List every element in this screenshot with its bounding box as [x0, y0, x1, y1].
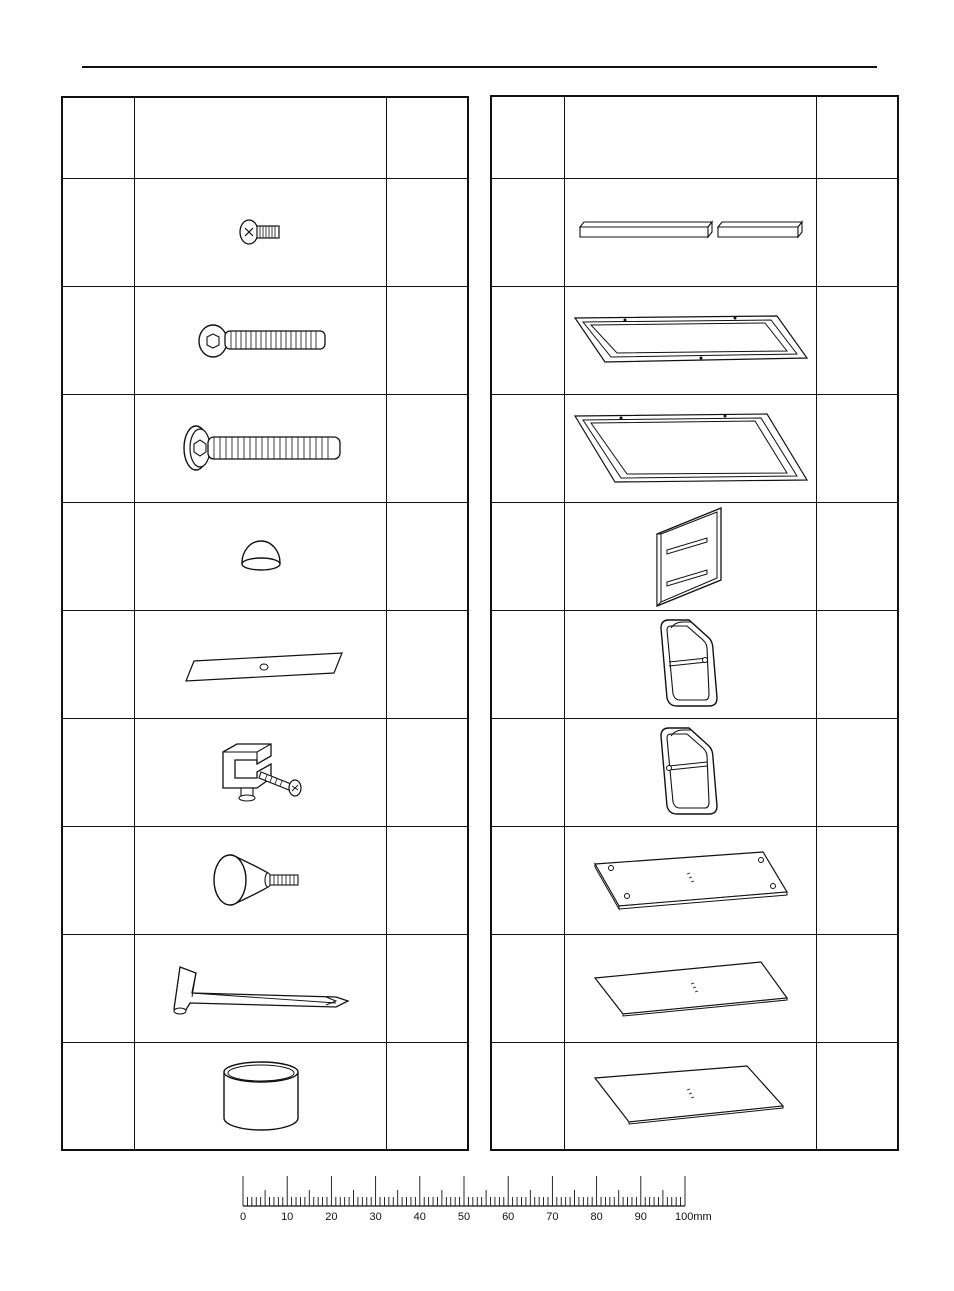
row-qty	[817, 178, 899, 286]
row-key	[492, 394, 564, 502]
row-qty	[817, 610, 899, 718]
ruler-label: 50	[457, 1211, 471, 1223]
row-key	[492, 286, 564, 394]
middle-glass-shelf-icon	[591, 956, 791, 1020]
row-image	[135, 1042, 386, 1149]
row-image	[135, 826, 386, 934]
row-key	[63, 1042, 134, 1149]
table-row	[492, 286, 897, 395]
knob-bolt-icon	[206, 845, 316, 915]
ruler-ticks	[243, 1176, 685, 1206]
measurement-ruler	[230, 1170, 730, 1230]
row-image	[565, 826, 816, 934]
row-qty	[387, 394, 469, 502]
row-image	[565, 394, 816, 502]
table-row	[492, 178, 897, 287]
row-key	[63, 610, 134, 718]
row-qty	[817, 286, 899, 394]
ruler-label: 40	[413, 1211, 426, 1223]
ruler-label: 90	[634, 1211, 647, 1223]
table-header-row	[63, 98, 467, 179]
table-header-row	[492, 97, 897, 179]
row-image	[565, 610, 816, 718]
table-row	[492, 394, 897, 503]
row-qty	[387, 610, 469, 718]
table-row	[63, 610, 467, 719]
table-row	[63, 1042, 467, 1149]
table-row	[492, 934, 897, 1043]
row-image	[135, 610, 386, 718]
row-image	[565, 1042, 816, 1149]
row-image	[135, 934, 386, 1042]
row-key	[492, 826, 564, 934]
row-image	[135, 394, 386, 502]
row-qty	[387, 826, 469, 934]
table-row	[63, 394, 467, 503]
row-qty	[817, 1042, 899, 1149]
row-key	[63, 718, 134, 826]
row-key	[492, 610, 564, 718]
short-frame-icon	[571, 310, 811, 370]
header-description	[565, 97, 816, 178]
header-description	[135, 98, 386, 178]
row-qty	[387, 1042, 469, 1149]
ruler-label: 30	[369, 1211, 382, 1223]
row-qty	[387, 502, 469, 610]
row-qty	[387, 286, 469, 394]
row-key	[492, 718, 564, 826]
ruler-label: 0	[239, 1211, 247, 1223]
table-row	[63, 718, 467, 827]
glass-clamp-icon	[211, 732, 311, 812]
row-qty	[387, 178, 469, 286]
row-image	[565, 934, 816, 1042]
allen-key-icon	[166, 953, 356, 1023]
side-frame-left-icon	[651, 614, 731, 714]
table-row	[492, 1042, 897, 1149]
header-key	[63, 98, 134, 178]
side-frame-right-icon	[651, 722, 731, 822]
row-image	[565, 718, 816, 826]
dome-cap-icon	[231, 531, 291, 581]
row-key	[492, 1042, 564, 1149]
wood-bar-pair-icon	[576, 217, 806, 247]
row-key	[492, 178, 564, 286]
header-key	[492, 97, 564, 178]
row-key	[63, 826, 134, 934]
ruler-label: 60	[502, 1211, 515, 1223]
panel-parts-table	[490, 95, 899, 1151]
bottom-glass-shelf-icon	[591, 1064, 791, 1128]
row-key	[63, 286, 134, 394]
ruler-label: 10	[281, 1211, 294, 1223]
row-image	[135, 286, 386, 394]
ruler-label: 80	[590, 1211, 603, 1223]
row-image	[135, 502, 386, 610]
hardware-parts-table	[61, 96, 469, 1151]
long-hex-flat-head-bolt-icon	[176, 418, 346, 478]
row-qty	[387, 718, 469, 826]
row-image	[565, 286, 816, 394]
row-image	[565, 502, 816, 610]
row-image	[135, 718, 386, 826]
back-panel-icon	[651, 504, 731, 608]
row-key	[63, 934, 134, 1042]
top-panel-with-holes-icon	[591, 848, 791, 912]
table-row	[492, 610, 897, 719]
row-key	[63, 394, 134, 502]
row-qty	[817, 718, 899, 826]
row-qty	[817, 394, 899, 502]
row-image	[135, 178, 386, 286]
row-key	[492, 502, 564, 610]
table-row	[63, 178, 467, 287]
table-row	[492, 502, 897, 611]
header-rule	[82, 66, 877, 68]
header-qty	[387, 98, 469, 178]
row-key	[492, 934, 564, 1042]
header-qty	[817, 97, 899, 178]
table-row	[492, 718, 897, 827]
table-row	[492, 826, 897, 935]
ruler-labels	[240, 1211, 712, 1223]
ruler-label: 70	[546, 1211, 559, 1223]
row-key	[63, 502, 134, 610]
long-frame-icon	[571, 410, 811, 486]
row-qty	[817, 502, 899, 610]
row-qty	[817, 826, 899, 934]
row-qty	[817, 934, 899, 1042]
ruler-label: 100mm	[675, 1211, 712, 1223]
table-row	[63, 502, 467, 611]
table-row	[63, 286, 467, 395]
table-row	[63, 934, 467, 1043]
sleeve-spacer-icon	[216, 1056, 306, 1136]
row-image	[565, 178, 816, 286]
table-row	[63, 826, 467, 935]
small-pan-head-screw-icon	[231, 212, 291, 252]
ruler-label: 20	[325, 1211, 338, 1223]
row-key	[63, 178, 134, 286]
hex-button-head-bolt-icon	[191, 315, 331, 365]
row-qty	[387, 934, 469, 1042]
flat-strip-bracket-icon	[176, 639, 346, 689]
